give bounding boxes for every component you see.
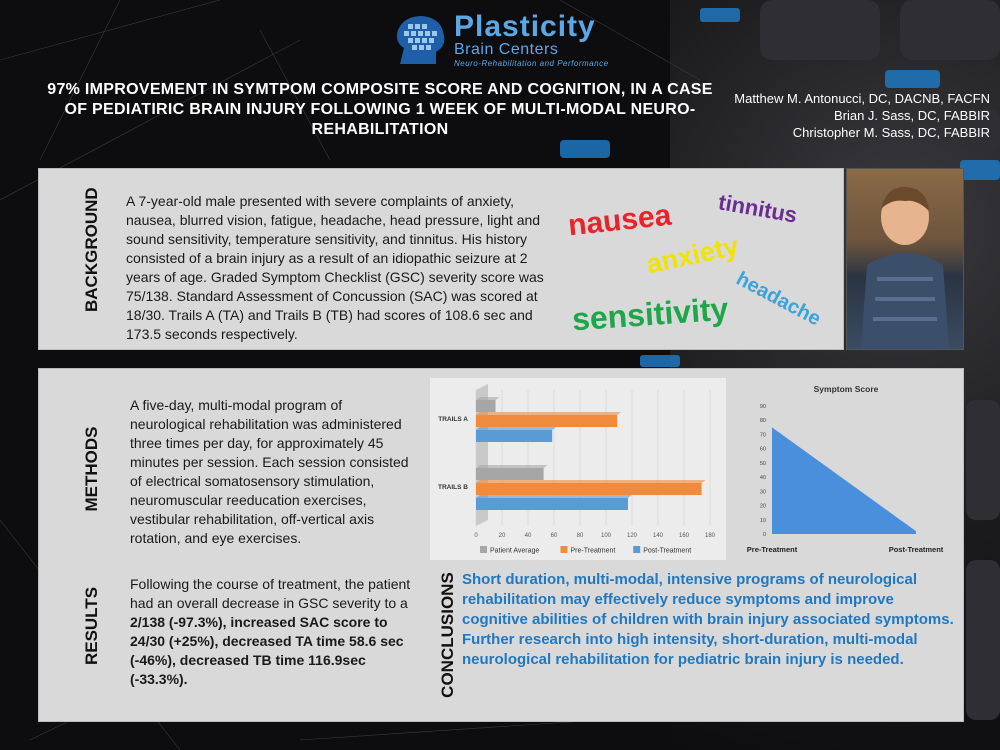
category-label: TRAILS A (438, 416, 468, 423)
methods-text: A five-day, multi-modal program of neurological rehabilitation was administered three times per day, for approximately 45 minutes per session. Each session consisted of electrical somatosensory stimulation, neuromuscular reeducation exercises, vestibular rehabilitation, off-vertical axis rotation, and eye exercises. (130, 397, 409, 546)
word-cloud-item: anxiety (643, 230, 742, 280)
x-tick-label: 80 (576, 533, 584, 539)
bar-top (476, 480, 706, 483)
x-category-label: Pre-Treatment (746, 545, 798, 554)
bar (476, 483, 702, 495)
results-text-bold: 2/138 (-97.3%), increased SAC score to 24/30 (+25%), decreased TA time 58.6 sec (-46%), decreased TB time 116.9sec (-33.3%). (130, 614, 404, 687)
bar (476, 430, 552, 442)
y-tick-label: 0 (762, 532, 766, 538)
bar-top (476, 397, 500, 400)
trails-chart-container (430, 378, 726, 560)
results-heading: RESULTS (82, 586, 101, 666)
word-cloud-item: sensitivity (570, 290, 730, 338)
bar-top (476, 495, 632, 498)
category-label: TRAILS B (438, 484, 468, 491)
bar-top (476, 412, 621, 415)
x-tick-label: 100 (600, 533, 612, 539)
bar-top (476, 427, 556, 430)
conclusions-text: Short duration, multi-modal, intensive programs of neurological rehabilitation may effectively reduce symptoms and improve cognitive abilities of children with brain injury associated symptoms. Further research into high intensity, short-duration, multi-modal neurological rehabilitation for pediatric brain injury is needed. (462, 571, 954, 668)
y-tick-label: 20 (759, 503, 766, 510)
background-text: A 7-year-old male presented with severe complaints of anxiety, nausea, blurred vision, fatigue, headache, head pressure, light and sound sensitivity, temperature sensitivity, and tinnitus. His history consisted of a brain injury as a result of an idiopathic seizure at 2 years of age. Graded Symptom Checklist (GSC) severity score was 75/138. Standard Assessment of Concussion (SAC) was scored at 18/30. Trails A (TA) and Trails B (TB) had scores of 108.6 sec and 173.5 seconds respectively. (126, 193, 544, 342)
background-heading: BACKGROUND (82, 187, 101, 312)
legend-swatch (633, 546, 640, 553)
word-cloud-item: tinnitus (716, 189, 800, 228)
legend-swatch (561, 546, 568, 553)
y-tick-label: 90 (759, 404, 766, 410)
legend-swatch (480, 546, 487, 553)
legend-label: Post-Treatment (643, 547, 692, 555)
y-tick-label: 70 (759, 432, 766, 439)
brain-head-icon (390, 12, 448, 68)
y-tick-label: 80 (759, 418, 766, 425)
author-list (690, 90, 990, 141)
area-fill (772, 427, 916, 534)
author-name: Christopher M. Sass, DC, FABBIR (792, 125, 990, 140)
logo-title: Plasticity (454, 9, 596, 43)
x-tick-label: 160 (678, 533, 690, 539)
author-name: Brian J. Sass, DC, FABBIR (833, 108, 990, 123)
child-portrait-icon (847, 169, 963, 349)
legend-label: Patient Average (490, 547, 540, 555)
legend-label: Pre-Treatment (570, 547, 616, 555)
conclusions-heading: CONCLUSIONS (438, 572, 457, 698)
results-text-plain: Following the course of treatment, the patient had an overall decrease in GSC severity to a (130, 576, 411, 611)
logo-subtitle: Brain Centers (454, 40, 559, 58)
bar-top (476, 465, 548, 468)
word-cloud-item: headache (732, 267, 825, 331)
bar (476, 415, 617, 427)
author-name: Matthew M. Antonucci, DC, DACNB, FACFN (734, 91, 990, 106)
bar (476, 400, 496, 412)
x-tick-label: 20 (498, 533, 506, 539)
trails-bar-chart (430, 378, 726, 560)
methods-heading: METHODS (82, 426, 101, 512)
bar (476, 498, 628, 510)
x-tick-label: 60 (550, 533, 558, 539)
results-text (130, 575, 415, 689)
y-tick-label: 50 (759, 460, 766, 467)
patient-photo (846, 168, 964, 350)
y-tick-label: 10 (759, 517, 766, 524)
y-tick-label: 40 (759, 475, 766, 482)
x-tick-label: 120 (626, 533, 638, 539)
poster-title: 97% IMPROVEMENT IN SYMTPOM COMPOSITE SCORE AND COGNITION, IN A CASE OF PEDIATIRIC BRAIN INJURY FOLLOWING 1 WEEK OF MULTI-MODAL NEURO-REHABILITATION (47, 81, 713, 138)
word-cloud-item: nausea (566, 198, 673, 243)
symptom-chart-container (740, 378, 960, 560)
x-category-label: Post-Treatment (888, 545, 944, 554)
x-tick-label: 40 (524, 533, 532, 539)
bar (476, 468, 544, 480)
logo (390, 9, 609, 68)
y-tick-label: 60 (759, 446, 766, 453)
chart-title: Symptom Score (813, 384, 879, 394)
symptom-area-chart (740, 378, 960, 560)
logo-tagline: Neuro-Rehabilitation and Performance (454, 58, 609, 68)
y-tick-label: 30 (759, 489, 766, 496)
x-tick-label: 180 (704, 533, 716, 539)
x-tick-label: 0 (474, 533, 478, 539)
x-tick-label: 140 (652, 533, 664, 539)
